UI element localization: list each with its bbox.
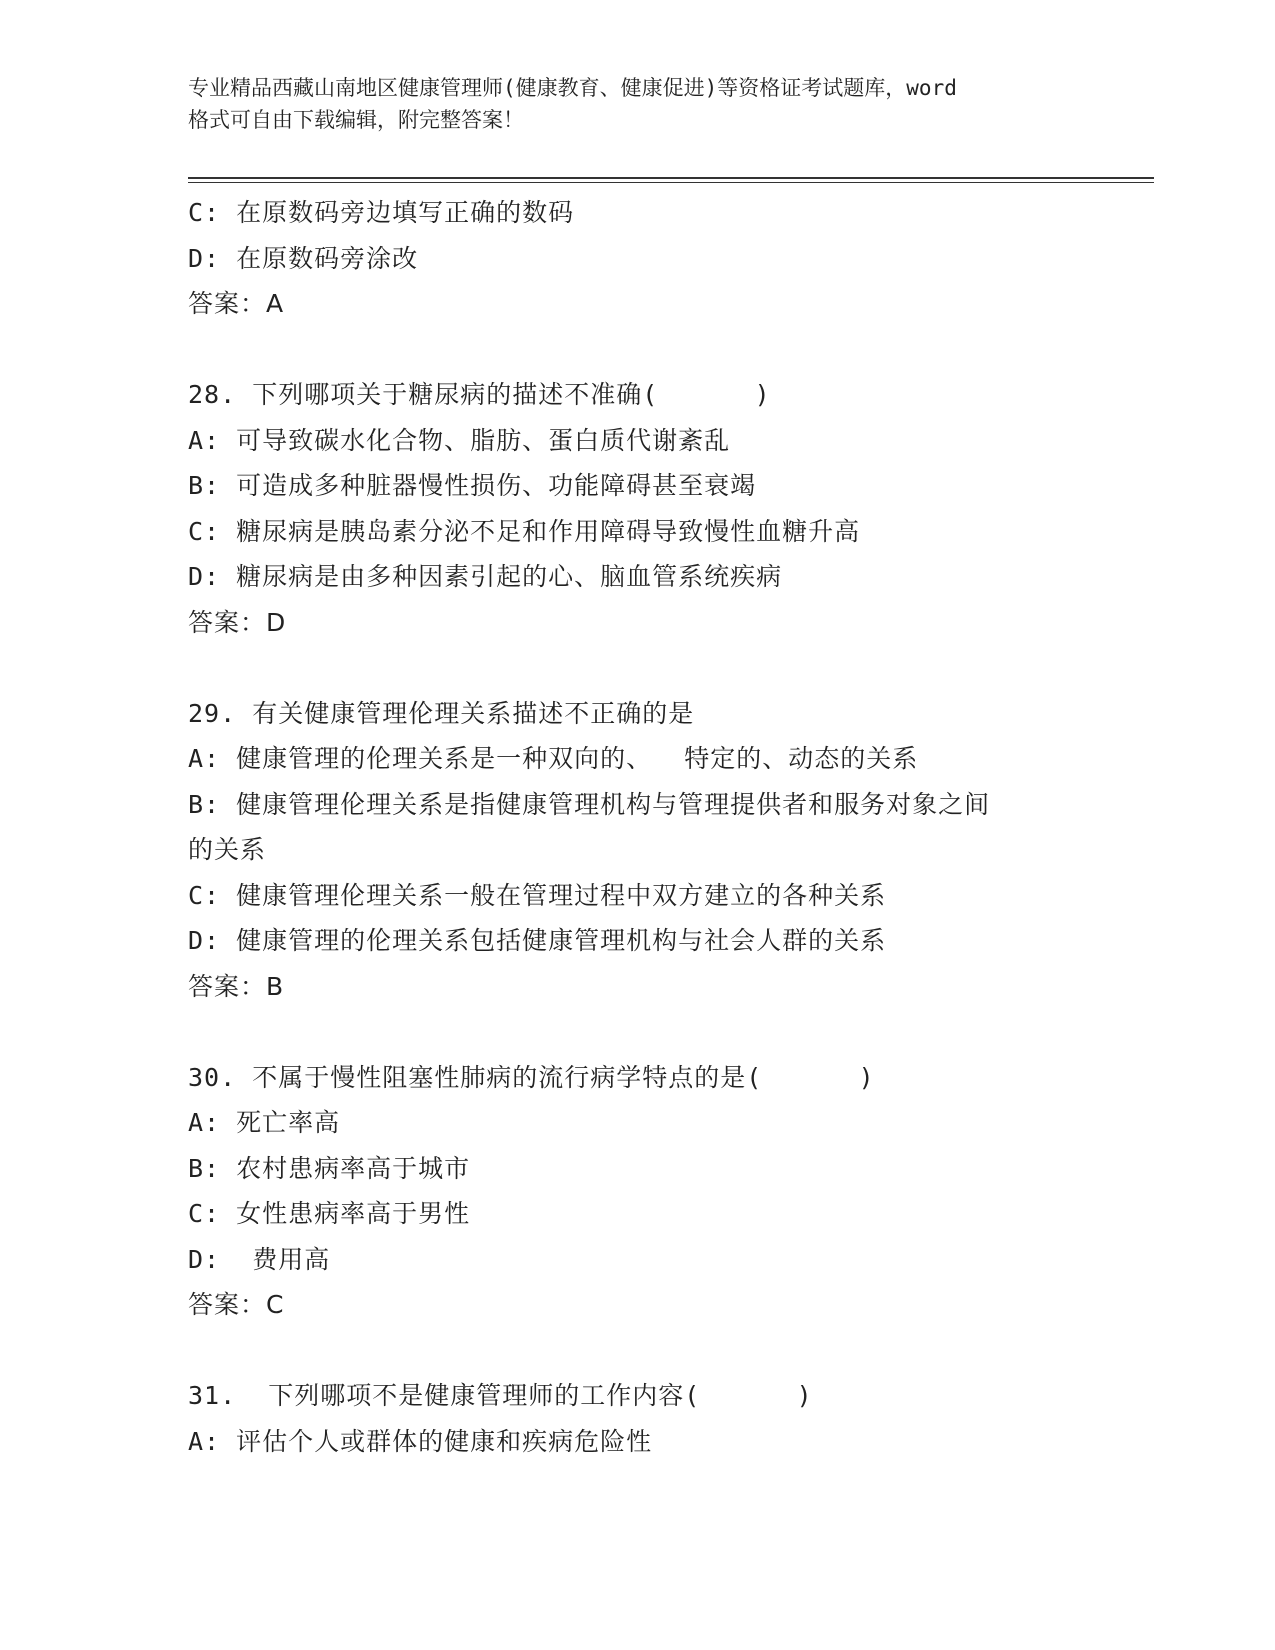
spacer xyxy=(188,645,1088,691)
header-line-1: 专业精品西藏山南地区健康管理师(健康教育、健康促进)等资格证考试题库，word xyxy=(188,76,957,100)
question-29 xyxy=(188,691,1088,1010)
question-text: 29. 有关健康管理伦理关系描述不正确的是 xyxy=(188,698,695,728)
question-28 xyxy=(188,372,1088,645)
header-line-2: 格式可自由下载编辑，附完整答案！ xyxy=(188,108,524,132)
option-b: B: 健康管理伦理关系是指健康管理机构与管理提供者和服务对象之间 xyxy=(188,789,991,819)
question-30 xyxy=(188,1055,1088,1328)
question-text: 31. 下列哪项不是健康管理师的工作内容( ) xyxy=(188,1381,813,1410)
question-list xyxy=(188,190,1088,1464)
answer: 答案：D xyxy=(188,607,287,637)
option-d: D: 费用高 xyxy=(188,1244,331,1274)
option-d: D: 糖尿病是由多种因素引起的心、脑血管系统疾病 xyxy=(188,562,783,591)
option-a: A: 评估个人或群体的健康和疾病危险性 xyxy=(188,1426,653,1456)
answer: 答案：B xyxy=(188,971,285,1001)
option-b-continued: 的关系 xyxy=(188,835,267,864)
question-text: 28. 下列哪项关于糖尿病的描述不准确( ) xyxy=(188,380,771,409)
option-b: B: 农村患病率高于城市 xyxy=(188,1153,471,1183)
option-d: D: 在原数码旁涂改 xyxy=(188,243,419,273)
spacer xyxy=(188,1009,1088,1055)
spacer xyxy=(188,327,1088,373)
answer: 答案：C xyxy=(188,1290,285,1319)
question-text: 30. 不属于慢性阻塞性肺病的流行病学特点的是( ) xyxy=(188,1062,875,1092)
option-c: C: 女性患病率高于男性 xyxy=(188,1199,471,1228)
header-rule-thin xyxy=(188,182,1154,183)
option-b: B: 可造成多种脏器慢性损伤、功能障碍甚至衰竭 xyxy=(188,471,757,500)
option-d: D: 健康管理的伦理关系包括健康管理机构与社会人群的关系 xyxy=(188,926,887,955)
page-header xyxy=(188,72,1088,136)
question-31 xyxy=(188,1373,1088,1464)
question-27-continued xyxy=(188,190,1088,327)
option-c: C: 健康管理伦理关系一般在管理过程中双方建立的各种关系 xyxy=(188,880,887,910)
header-rule-thick xyxy=(188,177,1154,179)
option-a: A: 健康管理的伦理关系是一种双向的、 特定的、动态的关系 xyxy=(188,744,919,773)
answer: 答案：A xyxy=(188,289,285,318)
option-a: A: 可导致碳水化合物、脂肪、蛋白质代谢紊乱 xyxy=(188,425,731,455)
spacer xyxy=(188,1328,1088,1374)
option-c: C: 糖尿病是胰岛素分泌不足和作用障碍导致慢性血糖升高 xyxy=(188,516,861,546)
option-c: C: 在原数码旁边填写正确的数码 xyxy=(188,198,575,227)
option-a: A: 死亡率高 xyxy=(188,1108,341,1137)
